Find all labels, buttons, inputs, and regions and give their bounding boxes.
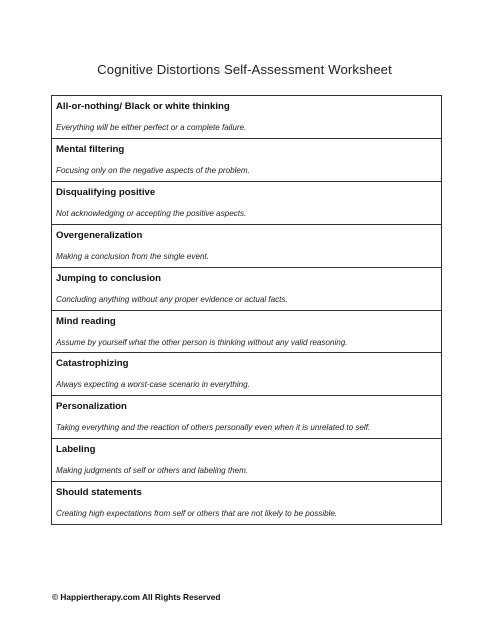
table-row-catastrophizing — [52, 353, 441, 396]
table-row-labeling — [52, 439, 441, 482]
page-title: Cognitive Distortions Self-Assessment Worksheet — [97, 62, 392, 77]
row-term: Disqualifying positive — [56, 186, 156, 198]
row-definition: Assume by yourself what the other person is thinking without any valid reasoning. — [56, 337, 348, 347]
table-row-disqualifying-positive — [52, 182, 441, 225]
row-term: Personalization — [56, 401, 127, 413]
table-row-mind-reading — [52, 311, 441, 354]
row-term: Should statements — [56, 487, 142, 499]
distortions-table — [51, 95, 442, 525]
row-term: Labeling — [56, 444, 96, 456]
row-definition: Everything will be either perfect or a complete failure. — [56, 123, 247, 132]
copyright-footer: © Happiertherapy.com All Rights Reserved — [52, 592, 221, 602]
row-definition: Making judgments of self or others and labeling them. — [56, 466, 249, 476]
table-row-jumping-to-conclusion — [52, 268, 441, 311]
row-definition: Focusing only on the negative aspects of the problem. — [56, 165, 250, 175]
row-term: Overgeneralization — [56, 229, 143, 241]
row-definition: Not acknowledging or accepting the positive aspects. — [56, 208, 247, 218]
table-row-all-or-nothing — [52, 96, 441, 139]
row-definition: Always expecting a worst-case scenario in everything. — [56, 380, 250, 390]
table-row-mental-filtering — [52, 139, 441, 182]
row-term: Jumping to conclusion — [56, 272, 161, 284]
row-term: Catastrophizing — [56, 358, 129, 370]
row-definition: Taking everything and the reaction of others personally even when it is unrelated to self. — [56, 423, 371, 433]
row-term: Mental filtering — [56, 143, 125, 155]
table-row-overgeneralization — [52, 225, 441, 268]
row-term: Mind reading — [56, 315, 116, 327]
row-definition: Concluding anything without any proper evidence or actual facts. — [56, 294, 288, 304]
table-row-personalization — [52, 396, 441, 439]
row-definition: Creating high expectations from self or others that are not likely to be possible. — [56, 509, 338, 519]
row-definition: Making a conclusion from the single event. — [56, 251, 209, 261]
row-term: All-or-nothing/ Black or white thinking — [56, 101, 230, 112]
table-row-should-statements — [52, 482, 441, 524]
